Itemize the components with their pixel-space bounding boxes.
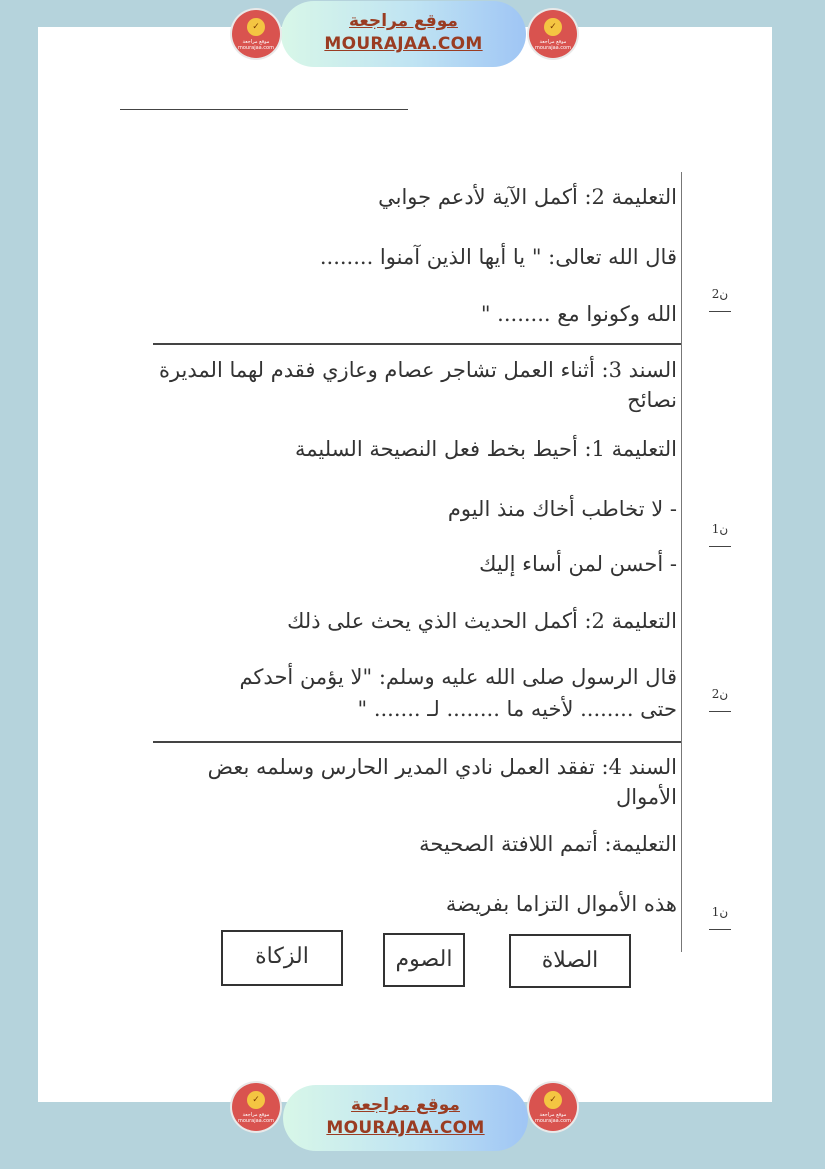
site-domain: MOURAJAA.COM xyxy=(324,34,483,54)
q3-instruction: التعليمة 2: أكمل الحديث الذي يحث على ذلك xyxy=(287,609,677,633)
q2-instruction: التعليمة 1: أحيط بخط فعل النصيحة السليمة xyxy=(295,437,677,461)
q3-hadith-line-1: قال الرسول صلى الله عليه وسلم: "لا يؤمن أحدكم xyxy=(239,665,677,689)
worksheet-page xyxy=(38,27,772,1102)
q1-mark xyxy=(695,287,745,312)
choice-box-prayer[interactable]: الصلاة xyxy=(509,934,631,988)
top-divider xyxy=(120,109,408,110)
q2-mark-value: 1ن xyxy=(711,522,729,536)
site-banner-bottom[interactable] xyxy=(283,1085,528,1151)
logo-caption: موقع مراجعة mourajaa.com xyxy=(237,1112,274,1124)
logo-caption: موقع مراجعة mourajaa.com xyxy=(237,39,274,51)
q4-mark-value: 1ن xyxy=(711,905,729,919)
q4-instruction: التعليمة: أتمم اللافتة الصحيحة xyxy=(419,832,677,856)
scanned-exam-content xyxy=(113,97,763,997)
site-logo-icon: ✓ موقع مراجعة mourajaa.com xyxy=(232,1083,280,1131)
support-3: السند 3: أثناء العمل تشاجر عصام وعازي فقدم لهما المديرة نصائح xyxy=(158,358,677,412)
section-divider-1 xyxy=(153,343,681,345)
logo-caption: موقع مراجعة mourajaa.com xyxy=(534,39,571,51)
choice-box-fasting[interactable]: الصوم xyxy=(383,933,465,987)
site-logo-icon: ✓ موقع مراجعة mourajaa.com xyxy=(529,1083,577,1131)
q4-mark xyxy=(695,905,745,930)
q1-instruction: التعليمة 2: أكمل الآية لأدعم جوابي xyxy=(378,185,677,209)
support-4: السند 4: تفقد العمل نادي المدير الحارس وسلمه بعض الأموال xyxy=(207,755,677,809)
section-divider-2 xyxy=(153,741,681,743)
q3-mark-value: 2ن xyxy=(711,687,729,701)
q2-mark xyxy=(695,522,745,547)
margin-rule xyxy=(681,172,682,952)
q2-option-1: - لا تخاطب أخاك منذ اليوم xyxy=(447,497,677,521)
logo-caption: موقع مراجعة mourajaa.com xyxy=(534,1112,571,1124)
q1-mark-value: 2ن xyxy=(711,287,729,301)
q1-verse-line-1: قال الله تعالى: " يا أيها الذين آمنوا ........ xyxy=(319,245,677,269)
choice-box-zakat[interactable]: الزكاة xyxy=(221,930,343,986)
site-name-ar: موقع مراجعة xyxy=(351,1095,460,1115)
site-logo-icon: ✓ موقع مراجعة mourajaa.com xyxy=(232,10,280,58)
site-logo-icon: ✓ موقع مراجعة mourajaa.com xyxy=(529,10,577,58)
site-name-ar: موقع مراجعة xyxy=(349,11,458,31)
site-domain: MOURAJAA.COM xyxy=(326,1118,485,1138)
site-banner-top[interactable] xyxy=(281,1,526,67)
q4-question: هذه الأموال التزاما بفريضة xyxy=(445,892,677,916)
q3-hadith-line-2: حتى ........ لأخيه ما ........ لـ ....... " xyxy=(357,697,677,721)
q3-mark xyxy=(695,687,745,712)
q2-option-2: - أحسن لمن أساء إليك xyxy=(479,552,677,576)
q1-verse-line-2: الله وكونوا مع ........ " xyxy=(480,302,677,326)
